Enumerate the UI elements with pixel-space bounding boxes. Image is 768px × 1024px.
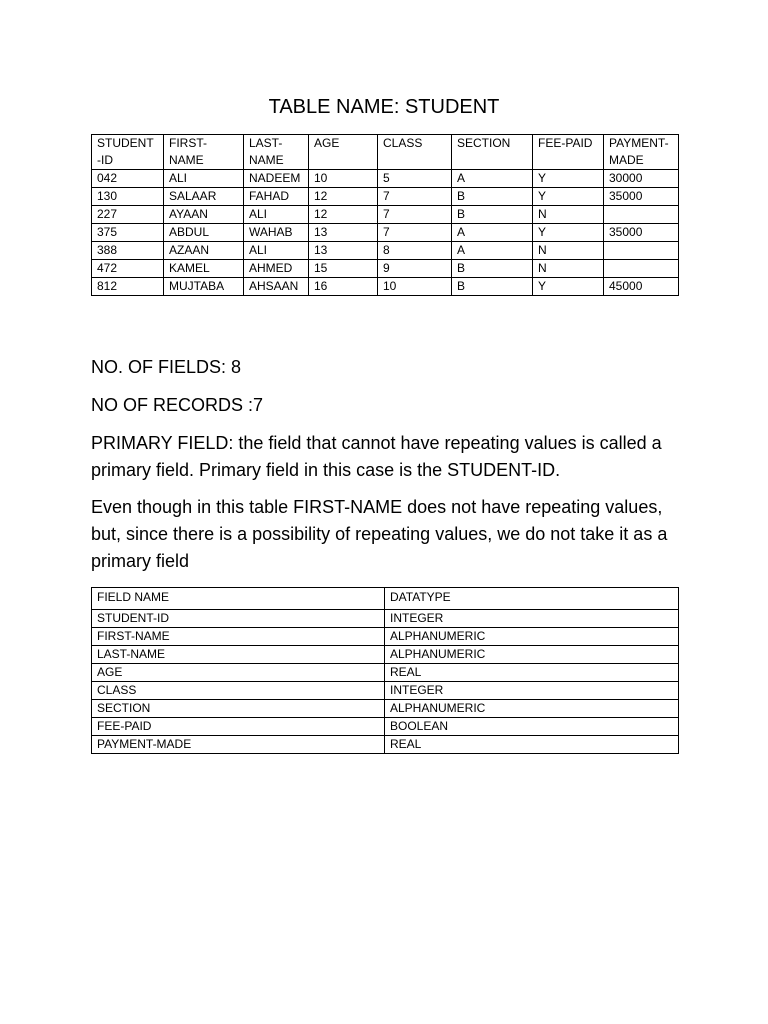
table-cell: NADEEM [244, 170, 309, 188]
table-cell: 35000 [604, 188, 679, 206]
records-count: NO OF RECORDS :7 [91, 395, 264, 415]
table-cell [604, 206, 679, 224]
header-cell: FIELD NAME [92, 588, 385, 610]
table-row [92, 610, 679, 628]
table-cell: A [452, 242, 533, 260]
table-cell: 45000 [604, 278, 679, 296]
table-cell: ALI [244, 242, 309, 260]
table-cell: B [452, 188, 533, 206]
table-row [92, 664, 679, 682]
table-row [92, 700, 679, 718]
table-cell: 10 [378, 278, 452, 296]
table-cell: Y [533, 170, 604, 188]
table-cell: 8 [378, 242, 452, 260]
table-cell: 12 [309, 206, 378, 224]
table-row [92, 736, 679, 754]
header-cell: STUDENT -ID [92, 135, 164, 170]
table-cell: ALPHANUMERIC [385, 628, 679, 646]
table-cell: FEE-PAID [92, 718, 385, 736]
table-row [92, 718, 679, 736]
table-cell: Y [533, 278, 604, 296]
header-cell: LAST- NAME [244, 135, 309, 170]
table-cell: 16 [309, 278, 378, 296]
table-cell: 7 [378, 188, 452, 206]
table-cell: CLASS [92, 682, 385, 700]
table-cell: 7 [378, 206, 452, 224]
table-cell: B [452, 206, 533, 224]
table-row [92, 682, 679, 700]
table-cell: AHSAAN [244, 278, 309, 296]
table-cell: 35000 [604, 224, 679, 242]
table-cell: 7 [378, 224, 452, 242]
table-cell: REAL [385, 736, 679, 754]
table-cell: 227 [92, 206, 164, 224]
table-cell: KAMEL [164, 260, 244, 278]
table-cell: N [533, 260, 604, 278]
student-table-body [92, 170, 679, 296]
table-cell: 130 [92, 188, 164, 206]
table-cell: 13 [309, 224, 378, 242]
field-table-body [92, 610, 679, 754]
table-cell: 042 [92, 170, 164, 188]
table-cell: AHMED [244, 260, 309, 278]
table-row [92, 646, 679, 664]
table-cell: 30000 [604, 170, 679, 188]
table-cell: Y [533, 224, 604, 242]
table-cell: A [452, 224, 533, 242]
header-cell: AGE [309, 135, 378, 170]
table-cell: BOOLEAN [385, 718, 679, 736]
table-cell: ALPHANUMERIC [385, 646, 679, 664]
table-row [92, 170, 679, 188]
table-cell: 9 [378, 260, 452, 278]
table-cell [604, 260, 679, 278]
table-cell: AYAAN [164, 206, 244, 224]
table-cell: FAHAD [244, 188, 309, 206]
table-cell: LAST-NAME [92, 646, 385, 664]
note-paragraph: Even though in this table FIRST-NAME does not have repeating values, but, since there is a possibility of repeating values, we do not take it as a primary field [91, 497, 668, 571]
table-cell: N [533, 206, 604, 224]
table-cell: A [452, 170, 533, 188]
table-cell [604, 242, 679, 260]
field-datatype-table [91, 587, 679, 754]
header-cell: FIRST- NAME [164, 135, 244, 170]
table-cell: 13 [309, 242, 378, 260]
header-cell: SECTION [452, 135, 533, 170]
header-cell: FEE-PAID [533, 135, 604, 170]
header-cell: CLASS [378, 135, 452, 170]
table-cell: INTEGER [385, 682, 679, 700]
header-cell: PAYMENT- MADE [604, 135, 679, 170]
table-cell: 375 [92, 224, 164, 242]
table-cell: ALPHANUMERIC [385, 700, 679, 718]
table-cell: N [533, 242, 604, 260]
primary-field-paragraph: PRIMARY FIELD: the field that cannot have repeating values is called a primary field. Primary field in this case is the STUDENT-ID. [91, 433, 662, 480]
table-cell: AGE [92, 664, 385, 682]
table-cell: MUJTABA [164, 278, 244, 296]
page-title: TABLE NAME: STUDENT [268, 96, 500, 118]
table-cell: AZAAN [164, 242, 244, 260]
table-cell: REAL [385, 664, 679, 682]
fields-count: NO. OF FIELDS: 8 [91, 357, 242, 377]
table-cell: 388 [92, 242, 164, 260]
table-row [92, 188, 679, 206]
table-cell: 10 [309, 170, 378, 188]
table-cell: 472 [92, 260, 164, 278]
table-row [92, 260, 679, 278]
table-cell: ALI [164, 170, 244, 188]
table-cell: B [452, 260, 533, 278]
table-cell: SALAAR [164, 188, 244, 206]
field-table-header-row [92, 588, 679, 610]
table-row [92, 628, 679, 646]
table-row [92, 206, 679, 224]
table-row [92, 224, 679, 242]
table-row [92, 278, 679, 296]
header-cell: DATATYPE [385, 588, 679, 610]
table-row [92, 242, 679, 260]
table-cell: Y [533, 188, 604, 206]
table-cell: SECTION [92, 700, 385, 718]
table-cell: FIRST-NAME [92, 628, 385, 646]
student-table [91, 134, 679, 296]
table-cell: WAHAB [244, 224, 309, 242]
table-cell: 5 [378, 170, 452, 188]
table-cell: B [452, 278, 533, 296]
table-cell: ALI [244, 206, 309, 224]
table-cell: 812 [92, 278, 164, 296]
table-cell: 15 [309, 260, 378, 278]
student-table-header-row [92, 135, 679, 170]
table-cell: INTEGER [385, 610, 679, 628]
table-cell: PAYMENT-MADE [92, 736, 385, 754]
table-cell: 12 [309, 188, 378, 206]
table-cell: ABDUL [164, 224, 244, 242]
table-cell: STUDENT-ID [92, 610, 385, 628]
